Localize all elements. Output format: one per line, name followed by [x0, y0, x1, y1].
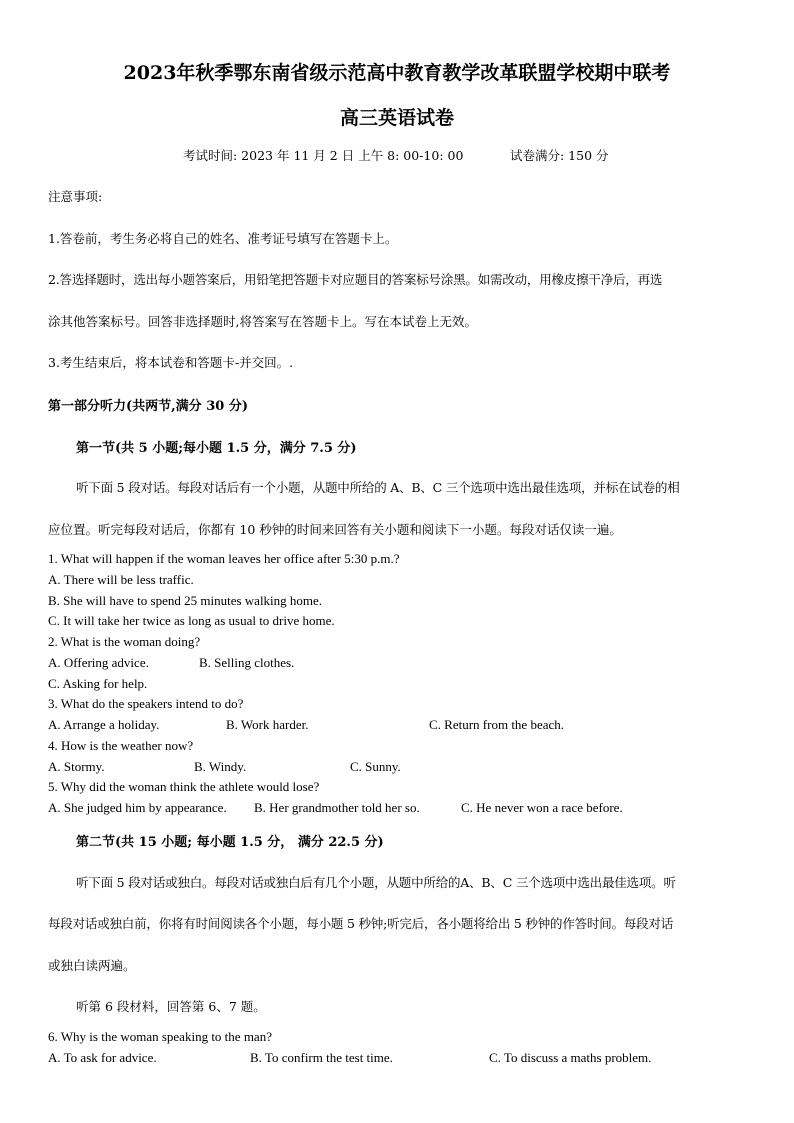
question-6-option-a: A. To ask for advice.	[48, 1050, 157, 1065]
question-5-option-a: A. She judged him by appearance.	[48, 800, 227, 815]
question-2-option-c: C. Asking for help.	[48, 676, 148, 691]
question-1-stem: 1. What will happen if the woman leaves her office after 5:30 p.m.?	[48, 551, 400, 566]
full-score: 试卷满分: 150 分	[510, 148, 609, 163]
material-6-instruction: 听第 6 段材料，回答第 6、7 题。	[76, 999, 266, 1014]
notice-item-3: 3.考生结束后，将本试卷和答题卡-并交回。.	[48, 355, 294, 370]
question-2-stem: 2. What is the woman doing?	[48, 634, 201, 649]
question-6-stem: 6. Why is the woman speaking to the man?	[48, 1029, 272, 1044]
question-4-stem: 4. How is the weather now?	[48, 738, 194, 753]
section1-instruction-a: 听下面 5 段对话。每段对话后有一个小题，从题中所给的 A、B、C 三个选项中选出最佳选项，并标在试卷的相	[76, 480, 680, 495]
question-6-option-b: B. To confirm the test time.	[250, 1050, 393, 1065]
question-4-option-b: B. Windy.	[194, 759, 247, 774]
question-6-option-c: C. To discuss a maths problem.	[489, 1050, 652, 1065]
notice-item-2a: 2.答选择题时，选出每小题答案后，用铅笔把答题卡对应题目的答案标号涂黑。如需改动，用橡皮擦干净后，再选	[48, 272, 663, 287]
question-1-option-a: A. There will be less traffic.	[48, 572, 194, 587]
exam-time: 考试时间: 2023 年 11 月 2 日 上午 8: 00-10: 00	[183, 148, 464, 163]
notice-heading: 注意事项:	[48, 189, 103, 204]
question-1-option-b: B. She will have to spend 25 minutes walking home.	[48, 593, 323, 608]
exam-title: 2023年秋季鄂东南省级示范高中教育教学改革联盟学校期中联考	[123, 62, 671, 84]
section2-instruction-b: 每段对话或独白前，你将有时间阅读各个小题，每小题 5 秒钟;听完后，各小题将给出 5 秒钟的作答时间。每段对话	[48, 916, 674, 931]
question-4-option-c: C. Sunny.	[350, 759, 401, 774]
part1-heading: 第一部分听力(共两节,满分 30 分)	[48, 399, 248, 414]
question-3-option-c: C. Return from the beach.	[429, 717, 565, 732]
section2-heading: 第二节(共 15 小题; 每小题 1.5 分， 满分 22.5 分)	[76, 835, 384, 850]
question-2-option-a: A. Offering advice.	[48, 655, 149, 670]
question-3-stem: 3. What do the speakers intend to do?	[48, 696, 244, 711]
question-2-option-b: B. Selling clothes.	[199, 655, 295, 670]
question-3-option-b: B. Work harder.	[226, 717, 309, 732]
section2-instruction-c: 或独白读两遍。	[48, 958, 136, 973]
question-1-option-c: C. It will take her twice as long as usual to drive home.	[48, 613, 335, 628]
question-5-option-b: B. Her grandmother told her so.	[254, 800, 420, 815]
section1-instruction-b: 应位置。听完每段对话后，你都有 10 秒钟的时间来回答有关小题和阅读下一小题。每段对话仅读一遍。	[48, 522, 622, 537]
section1-heading: 第一节(共 5 小题;每小题 1.5 分，满分 7.5 分)	[76, 441, 357, 456]
question-5-stem: 5. Why did the woman think the athlete would lose?	[48, 779, 320, 794]
question-3-option-a: A. Arrange a holiday.	[48, 717, 160, 732]
notice-item-2b: 涂其他答案标号。回答非选择题时,将答案写在答题卡上。写在本试卷上无效。	[48, 314, 477, 329]
section2-instruction-a: 听下面 5 段对话或独白。每段对话或独白后有几个小题，从题中所给的A、B、C 三个选项中选出最佳选项。听	[76, 875, 676, 890]
exam-subtitle: 高三英语试卷	[339, 107, 454, 129]
notice-item-1: 1.答卷前，考生务必将自己的姓名、准考证号填写在答题卡上。	[48, 231, 398, 246]
question-4-option-a: A. Stormy.	[48, 759, 105, 774]
question-5-option-c: C. He never won a race before.	[461, 800, 623, 815]
